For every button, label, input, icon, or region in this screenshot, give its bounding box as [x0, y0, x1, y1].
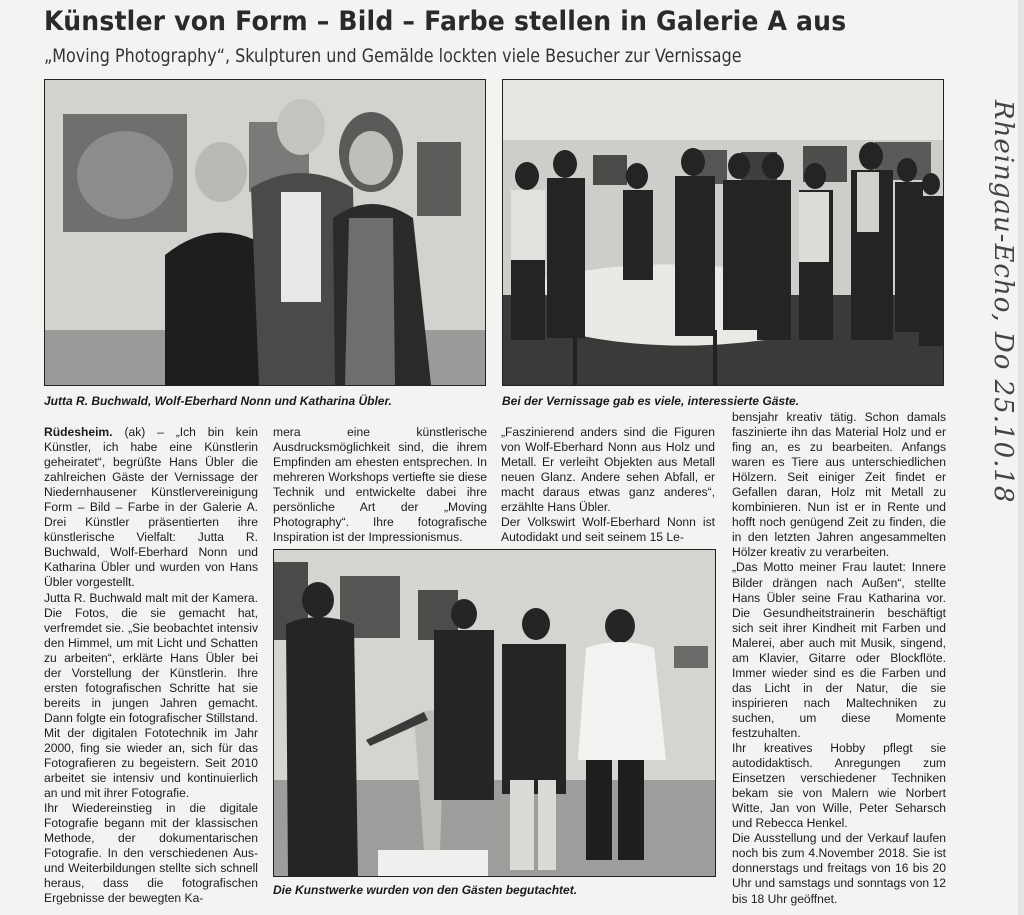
handwritten-source-note: Rheingau-Echo, Do 25.10.18 [988, 100, 1018, 504]
article-column-4 [732, 410, 946, 907]
article-column-2 [273, 425, 487, 545]
paragraph: Jutta R. Buchwald malt mit der Kamera. Die Fotos, die sie gemacht hat, verfremdet sie. „Sie beobachtet intensiv den Himmel, um mit Licht und Schatten zu arbeiten“, erklärte Hans Übler bei der Vorstellung der Künstlerin. Ihre ersten fotografischen Schritte hat sie bereits in jungen Jahren gemacht. Dann folgte ein fotografischer Stillstand. Mit der digitalen Fototechnik im Jahr 2000, fing sie wieder an, sich für das Fotografieren zu begeistern. Seit 2010 arbeitet sie intensiv und kontinuierlich an und mit ihrer Fotografie. [44, 590, 258, 801]
photo-artists-portrait [44, 79, 486, 386]
photo-artworks-viewing [273, 549, 716, 877]
article-column-3 [501, 425, 715, 545]
headline: Künstler von Form – Bild – Farbe stellen in Galerie A aus [44, 6, 847, 37]
paragraph: Ihr Wiedereinstieg in die digitale Fotografie begann mit der klassischen Methode, der dokumentarischen Fotografie. In den verschiedenen Aus- und Weiterbildungen stellte sich schnell heraus, dass die fotografischen Ergebnisse der bewegten Ka- [44, 801, 258, 906]
subheadline: „Moving Photography“, Skulpturen und Gemälde lockten viele Besucher zur Vernissage [44, 45, 742, 67]
paragraph: (ak) – „Ich bin kein Künstler, ich habe eine Künstlerin geheiratet“, begrüßte Hans Übler die zahlreichen Gäste der Vernissage der Niedernhausener Künstlervereinigung Form – Bild – Farbe in der Galerie A. Drei Künstler präsentierten ihre künstlerische Vielfalt: Jutta R. Buchwald, Wolf-Eberhard Nonn und Katharina Übler und wurden von Hans Übler vorgestellt. [44, 425, 258, 590]
paragraph: „Faszinierend anders sind die Figuren von Wolf-Eberhard Nonn aus Holz und Metall. Er verleiht Objekten aus Metall neuen Glanz. Andere sehen Abfall, er macht daraus etwas ganz anderes“, erzählte Hans Übler. [501, 425, 715, 515]
caption-photo1: Jutta R. Buchwald, Wolf-Eberhard Nonn und Katharina Übler. [44, 394, 392, 408]
paragraph: Die Ausstellung und der Verkauf laufen noch bis zum 4.November 2018. Sie ist donnerstags und freitags von 16 bis 20 Uhr und samstags und sonntags von 12 bis 18 Uhr geöffnet. [732, 831, 946, 906]
dateline: Rüdesheim. [44, 425, 113, 439]
paragraph: mera eine künstlerische Ausdrucksmöglichkeit sind, die ihrem Empfinden am ehesten entsprechen. In mehreren Workshops vertiefte sie diese Technik und entwickelte dabei ihre persönliche Art der „Moving Photography“. Ihre fotografische Inspiration ist der Impressionismus. [273, 425, 487, 545]
paragraph: Ihr kreatives Hobby pflegt sie autodidaktisch. Anregungen zum Einsetzen verschiedener Techniken bekam sie von Malern wie Norbert Witte, Jan von Wille, Peter Seharsch und Rebecca Henkel. [732, 741, 946, 831]
paragraph: Der Volkswirt Wolf-Eberhard Nonn ist Autodidakt und seit seinem 15 Le- [501, 515, 715, 545]
photo-vernissage-guests [502, 79, 944, 386]
caption-photo2: Bei der Vernissage gab es viele, interessierte Gäste. [502, 394, 800, 408]
article-column-1 [44, 425, 258, 907]
paragraph: bensjahr kreativ tätig. Schon damals faszinierte ihn das Material Holz und er fing an, es zu bearbeiten. Anfangs waren es Tiere aus unterschiedlichen Hölzern. Seit einiger Zeit findet er Gefallen daran, Holz mit Metall zu kombinieren. Nun ist er in Rente und hofft noch genügend Zeit zu finden, die in den letzten Jahren angesammelten Hölzer kreativ zu verarbeiten. [732, 410, 946, 560]
caption-photo3: Die Kunstwerke wurden von den Gästen begutachtet. [273, 883, 578, 897]
paper-edge [1018, 0, 1024, 915]
paragraph: „Das Motto meiner Frau lautet: Innere Bilder drängen nach Außen“, stellte Hans Übler seine Frau Katharina vor. Die Gesundheitstrainerin beschäftigt sich seit ihrer Kindheit mit Farben und Malerei, aber auch mit Musik, singend, am Klavier, Gitarre oder Blockflöte. Immer wieder sind es die Farben und das Licht in der Natur, die sie inspirieren nach Maltechniken zu suchen, um diese Momente festzuhalten. [732, 560, 946, 740]
